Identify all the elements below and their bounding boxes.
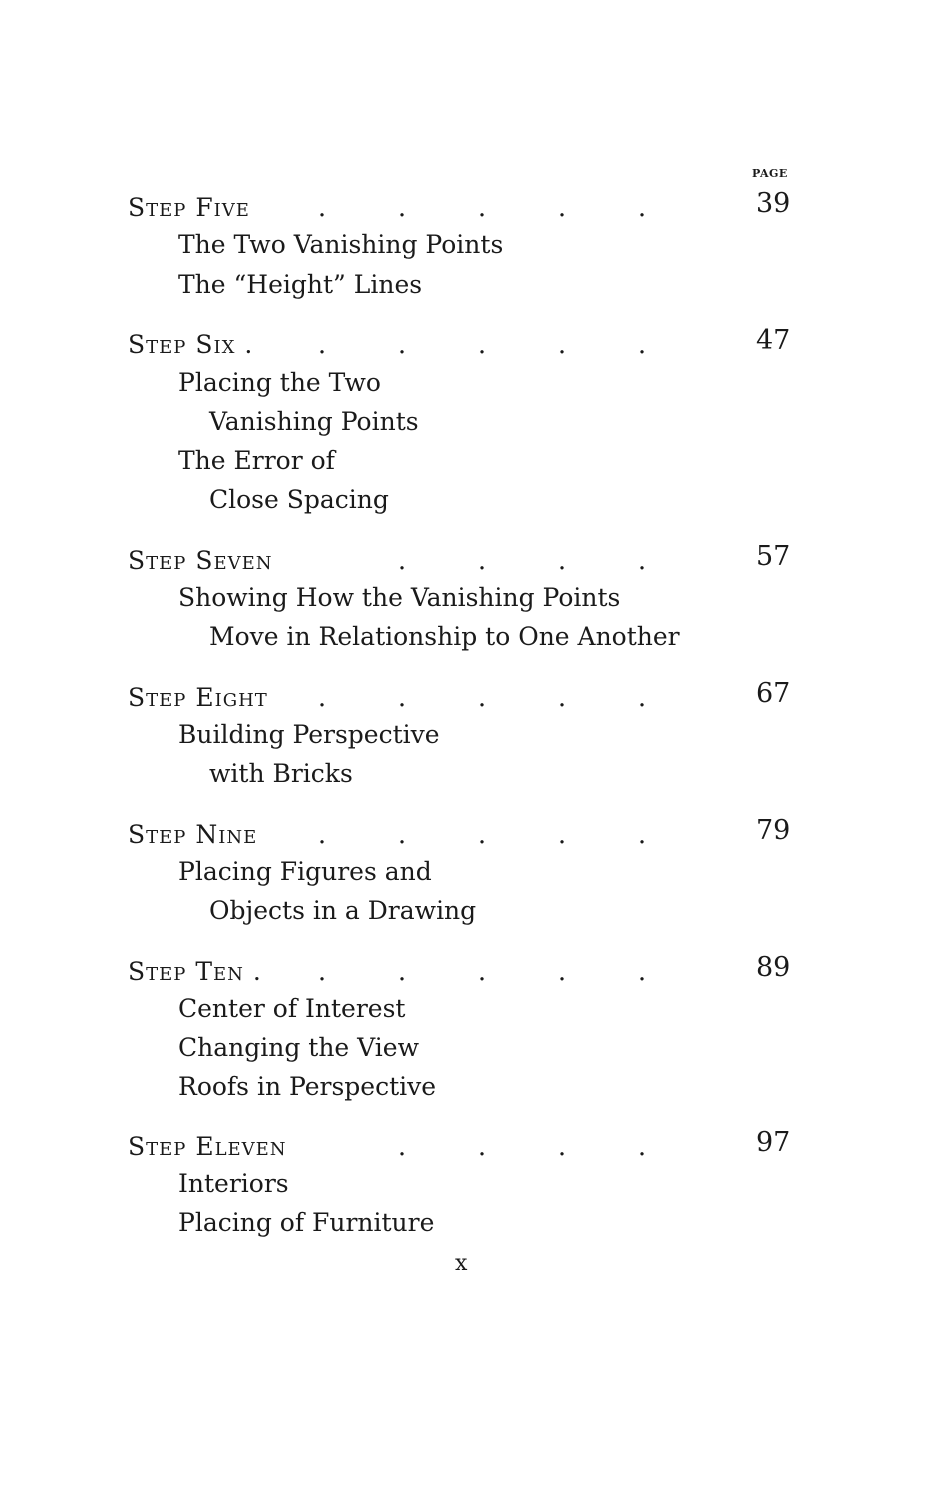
subtopic: Roofs in Perspective xyxy=(178,1072,437,1101)
step-title: Step Seven xyxy=(128,546,273,575)
subtopic: The Error of xyxy=(178,446,335,475)
folio-page-number: x xyxy=(455,1251,468,1276)
subtopic: with Bricks xyxy=(209,759,353,788)
subtopic: Center of Interest xyxy=(178,994,406,1023)
page-column-label: PAGE xyxy=(752,167,788,180)
page-number: 97 xyxy=(756,1127,791,1158)
subtopic: The Two Vanishing Points xyxy=(178,230,504,259)
page-number: 47 xyxy=(756,325,791,356)
subtopic: Move in Relationship to One Another xyxy=(209,622,680,651)
page-number: 57 xyxy=(756,541,791,572)
subtopic: Placing Figures and xyxy=(178,857,432,886)
leader-dots: . . . . xyxy=(397,546,647,576)
step-title: Step Nine xyxy=(128,820,258,849)
page-number: 79 xyxy=(756,815,791,846)
page-number: 67 xyxy=(756,678,791,709)
subtopic: The “Height” Lines xyxy=(178,270,423,299)
subtopic: Placing the Two xyxy=(178,368,381,397)
leader-dots: . . . . . xyxy=(317,683,647,713)
step-title: Step Six . xyxy=(128,330,254,359)
step-title: Step Eight xyxy=(128,683,268,712)
page-number: 39 xyxy=(756,188,791,219)
subtopic: Interiors xyxy=(178,1169,289,1198)
subtopic: Vanishing Points xyxy=(209,407,419,436)
step-title: Step Eleven xyxy=(128,1132,287,1161)
subtopic: Showing How the Vanishing Points xyxy=(178,583,621,612)
leader-dots: . . . . . xyxy=(317,330,647,360)
subtopic: Changing the View xyxy=(178,1033,419,1062)
leader-dots: . . . . . xyxy=(317,193,647,223)
step-title: Step Ten . xyxy=(128,957,262,986)
leader-dots: . . . . . xyxy=(317,820,647,850)
step-title: Step Five xyxy=(128,193,250,222)
subtopic: Objects in a Drawing xyxy=(209,896,477,925)
subtopic: Building Perspective xyxy=(178,720,440,749)
page-number: 89 xyxy=(756,952,791,983)
subtopic: Close Spacing xyxy=(209,485,389,514)
leader-dots: . . . . . xyxy=(317,957,647,987)
subtopic: Placing of Furniture xyxy=(178,1208,435,1237)
leader-dots: . . . . xyxy=(397,1132,647,1162)
